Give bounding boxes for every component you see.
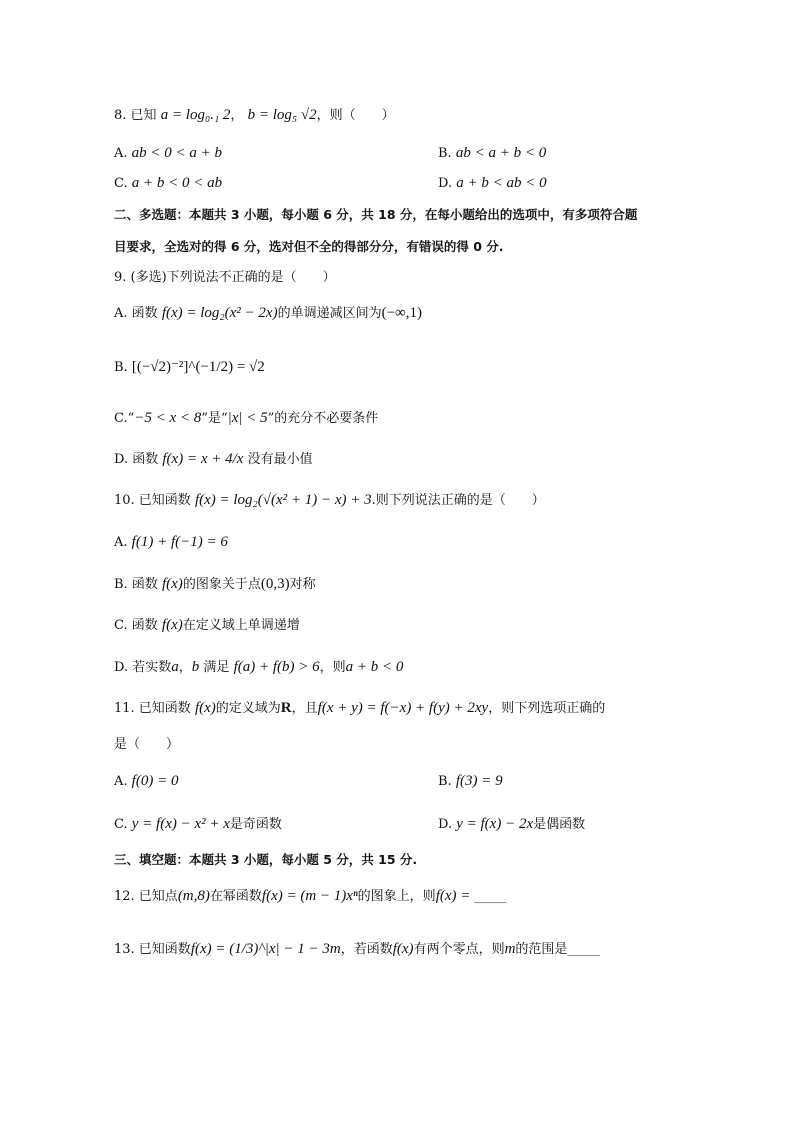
question-12 — [114, 887, 507, 906]
stem-math: f(x) = log₂(√(x² + 1) − x) + 3 — [194, 492, 372, 508]
stem-math: (m,8) — [177, 888, 210, 904]
option-label: C. — [114, 411, 128, 426]
option-label: A. — [114, 306, 128, 321]
option-text: 满足 — [203, 660, 230, 675]
q8-option-c — [114, 174, 222, 193]
stem-text: 10. 已知函数 — [114, 493, 191, 508]
option-math: ab < a + b < 0 — [455, 145, 547, 161]
option-text: “ — [127, 411, 135, 426]
stem-math: m — [504, 941, 516, 957]
option-label: A. — [114, 146, 128, 161]
option-math: (0,3) — [260, 576, 290, 592]
stem-text: 的范围是 — [515, 942, 568, 957]
option-label: A. — [114, 774, 128, 789]
stem-math: R — [280, 700, 292, 716]
option-math: a + b < 0 < ab — [131, 175, 223, 191]
answer-blank: _____ — [474, 889, 507, 904]
option-label: C. — [114, 618, 128, 633]
option-label: B. — [114, 577, 128, 592]
option-math: f(0) = 0 — [131, 773, 179, 789]
option-math: f(3) = 9 — [455, 773, 503, 789]
option-text: 是偶函数 — [533, 817, 586, 832]
q8-math-b: b = log₅ √2 — [247, 107, 317, 123]
option-math: y = f(x) − x² + x — [131, 816, 230, 832]
option-math: −5 < x < 8 — [134, 410, 202, 426]
q10-option-c — [114, 616, 300, 635]
option-math: (−∞,1) — [381, 305, 422, 321]
stem-text: ，则下列选项正确的 — [488, 701, 606, 716]
option-math: a + b < ab < 0 — [456, 175, 547, 191]
q11-option-d — [438, 815, 585, 834]
q8-option-d — [438, 174, 547, 193]
option-label: D. — [114, 452, 129, 467]
stem-text: 的图象上，则 — [357, 889, 436, 904]
option-math: ab < 0 < a + b — [131, 145, 223, 161]
stem-text: 在幂函数 — [209, 889, 262, 904]
option-text: ，则 — [319, 660, 346, 675]
q8-option-b — [438, 144, 546, 163]
q11-option-b — [438, 772, 503, 791]
option-math: y = f(x) − 2x — [456, 816, 534, 832]
stem-math: f(x) = (1/3)^|x| − 1 − 3m — [190, 941, 341, 957]
question-10-stem — [114, 491, 545, 510]
option-text: 的图象关于点 — [182, 577, 261, 592]
option-text: 函数 — [131, 306, 158, 321]
section-3-heading: 三、填空题：本题共 3 小题，每小题 5 分，共 15 分. — [114, 852, 418, 867]
question-13 — [114, 940, 600, 959]
question-8-stem — [114, 106, 395, 125]
option-math: f(a) + f(b) > 6 — [233, 659, 320, 675]
option-label: C. — [114, 176, 128, 191]
question-11-stem-line2: 是（ ） — [114, 737, 180, 752]
q9-option-d — [114, 450, 313, 469]
stem-math: f(x) = (m − 1)xⁿ — [261, 888, 358, 904]
option-text: 对称 — [289, 577, 316, 592]
option-math: f(x) — [161, 617, 183, 633]
option-label: D. — [438, 176, 453, 191]
stem-text: 12. 已知点 — [114, 889, 178, 904]
q11-option-a — [114, 772, 178, 791]
q8-option-a — [114, 144, 222, 163]
question-11-stem — [114, 699, 605, 718]
stem-math: f(x) — [194, 700, 216, 716]
section-2-heading-line1: 二、多选题：本题共 3 小题，每小题 6 分，共 18 分，在每小题给出的选项中，有多项符合题 — [114, 207, 638, 222]
option-math: f(x) = x + 4/x — [162, 451, 244, 467]
stem-math: f(x) — [392, 941, 414, 957]
stem-text: 的定义域为 — [215, 701, 281, 716]
option-text: 的单调递减区间为 — [277, 306, 382, 321]
option-text: ”是“ — [201, 411, 228, 426]
option-label: D. — [114, 660, 129, 675]
stem-text: 11. 已知函数 — [114, 701, 191, 716]
section-2-heading-line2: 目要求，全选对的得 6 分，选对但不全的得部分分，有错误的得 0 分. — [114, 239, 504, 254]
option-math: f(x) — [161, 576, 183, 592]
option-math: a — [171, 659, 179, 675]
option-text: 没有最小值 — [247, 452, 313, 467]
option-label: B. — [114, 360, 128, 375]
option-label: B. — [438, 774, 452, 789]
q10-option-b — [114, 575, 316, 594]
option-label: D. — [438, 817, 453, 832]
question-9-stem: 9. (多选)下列说法不正确的是（ ） — [114, 270, 336, 285]
q10-option-d — [114, 658, 403, 677]
option-text: 在定义域上单调递增 — [182, 618, 300, 633]
option-text: 函数 — [132, 452, 159, 467]
q10-option-a — [114, 533, 228, 552]
q8-tail: ，则（ ） — [316, 108, 395, 123]
option-label: B. — [438, 146, 452, 161]
option-math: b — [191, 659, 200, 675]
option-text: ， — [178, 660, 192, 675]
option-text: ”的充分不必要条件 — [267, 411, 379, 426]
stem-text: ，若函数 — [340, 942, 393, 957]
stem-text: 有两个零点，则 — [413, 942, 505, 957]
option-math: a + b < 0 — [345, 659, 404, 675]
option-math: f(1) + f(−1) = 6 — [131, 534, 228, 550]
option-math: |x| < 5 — [227, 410, 268, 426]
stem-text: 13. 已知函数 — [114, 942, 191, 957]
option-text: 函数 — [131, 577, 158, 592]
q11-option-c — [114, 815, 282, 834]
option-text: 是奇函数 — [229, 817, 282, 832]
option-math: f(x) = log₂(x² − 2x) — [161, 305, 278, 321]
q8-math-a: a = log₀.₁ 2 — [160, 107, 231, 123]
stem-math: f(x + y) = f(−x) + f(y) + 2xy — [317, 700, 489, 716]
stem-math: f(x) = — [435, 888, 475, 904]
option-label: A. — [114, 535, 128, 550]
stem-text: .则下列说法正确的是（ ） — [371, 493, 545, 508]
q9-option-c — [114, 409, 378, 428]
q9-option-b — [114, 358, 265, 377]
q8-sep: ， — [230, 108, 244, 123]
q8-stem-text: 8. 已知 — [114, 108, 157, 123]
option-math: [(−√2)⁻²]^(−1/2) = √2 — [131, 359, 265, 375]
answer-blank: _____ — [567, 942, 600, 957]
option-label: C. — [114, 817, 128, 832]
q9-option-a — [114, 304, 422, 323]
stem-text: ，且 — [291, 701, 318, 716]
option-text: 若实数 — [132, 660, 172, 675]
option-text: 函数 — [131, 618, 158, 633]
